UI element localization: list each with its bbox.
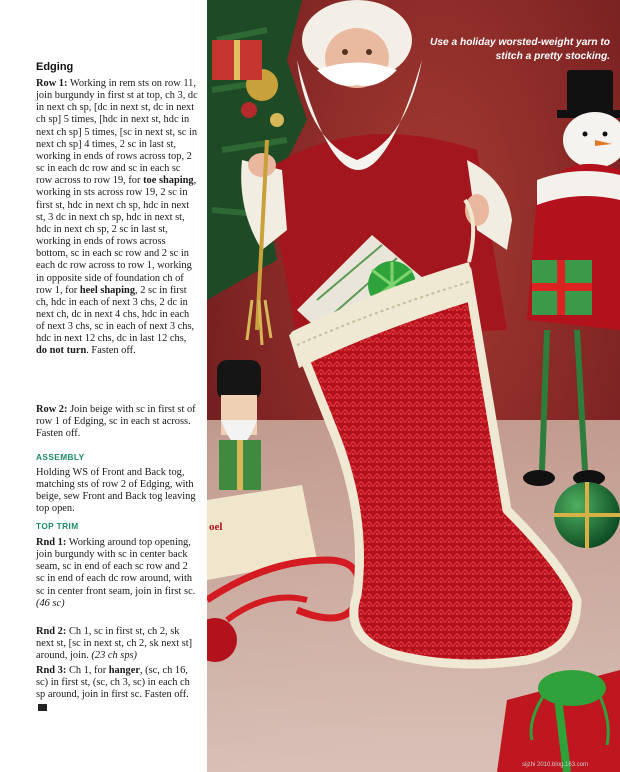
- do-not-turn-term: do not turn: [36, 345, 87, 357]
- row2-label: Row 2:: [36, 404, 68, 415]
- sleigh-sign-text: oel: [209, 521, 223, 533]
- top-trim-rnd1: [36, 537, 198, 610]
- hanger-term: hanger: [108, 665, 140, 676]
- rnd1-count: (46 sc): [36, 597, 65, 609]
- stocking-photo: [207, 0, 620, 772]
- rnd3-text-part2: , (sc, ch 16, sc) in first st, (sc, ch 3, sc) in each ch sp around, join in first sc. Fasten off.: [36, 665, 190, 701]
- top-trim-rnd3: [36, 665, 198, 714]
- row1-text-part3: , 2 sc in first ch, hdc in each of next 3 chs, 2 dc in next ch, dc in next 4 chs, hdc in each of next 3 chs, sc in each of next 3 chs, hdc in next 12 chs, dc in last 12 chs,: [36, 284, 195, 345]
- rnd2-count: (23 ch sps): [91, 650, 138, 662]
- row1-text-part2: , working in sts across row 19, 2 sc in first st, hdc in next ch sp, hdc in next st, 3 dc in next ch sp, hdc in next st, hdc in next ch sp, 2 sc in last st, working in ends of rows across bottom, sc in each sc row and 2 sc in each dc row across to row 1, working in opposite side of foundation ch of row 1, for: [36, 175, 197, 296]
- rnd2-text: Ch 1, sc in first st, ch 2, sk next st, [sc in next st, ch 2, sk next st] around, join.: [36, 626, 193, 662]
- row1-end: . Fasten off.: [86, 345, 136, 357]
- instructions-column: [0, 0, 207, 772]
- rnd3-label: Rnd 3:: [36, 665, 67, 676]
- assembly-text: Holding WS of Front and Back tog, matching sts of row 2 of Edging, with beige, sew Front and Back tog leaving top open.: [36, 467, 196, 515]
- row1-text-part1: Working in rem sts on row 11, join burgundy in first st at top, ch 3, dc in next ch sp, [dc in next st, dc in next ch sp] 5 times, [hdc in next st, hdc in next ch sp] 5 times, [sc in next st, sc in next ch sp] 4 times, 2 sc in last st, working in ends of rows across top, 2 sc in each dc row and sc in each sc row across to row 19, for: [36, 78, 198, 187]
- edging-row2: [36, 404, 198, 440]
- top-trim-rnd2: [36, 626, 198, 662]
- heel-shaping-term: heel shaping: [79, 284, 136, 296]
- toe-shaping-term: toe shaping: [143, 175, 194, 187]
- nutcracker-figure: [217, 360, 261, 490]
- photo-caption: Use a holiday worsted-weight yarn to stitch a pretty stocking.: [430, 37, 611, 62]
- rnd1-text: Working around top opening, join burgundy with sc in center back seam, sc in end of each sc row and 2 sc in end of each dc row around, with sc in center front seam, join in first sc.: [36, 537, 196, 597]
- row1-label: Row 1:: [36, 78, 68, 89]
- rnd2-label: Rnd 2:: [36, 626, 67, 637]
- rnd3-text-part1: Ch 1, for: [68, 665, 107, 676]
- rnd1-label: Rnd 1:: [36, 537, 67, 548]
- photo-credit: sijzhi 2010.blog.163.com: [522, 762, 589, 768]
- top-trim-heading: TOP TRIM: [36, 521, 79, 531]
- green-ornament: [554, 482, 620, 548]
- edging-row1: [36, 78, 198, 358]
- edging-heading: Edging: [36, 61, 74, 73]
- end-of-pattern-icon: [38, 704, 47, 711]
- row2-text: Join beige with sc in first st of row 1 of Edging, sc in each st across. Fasten off.: [36, 404, 196, 440]
- assembly-heading: ASSEMBLY: [36, 452, 85, 462]
